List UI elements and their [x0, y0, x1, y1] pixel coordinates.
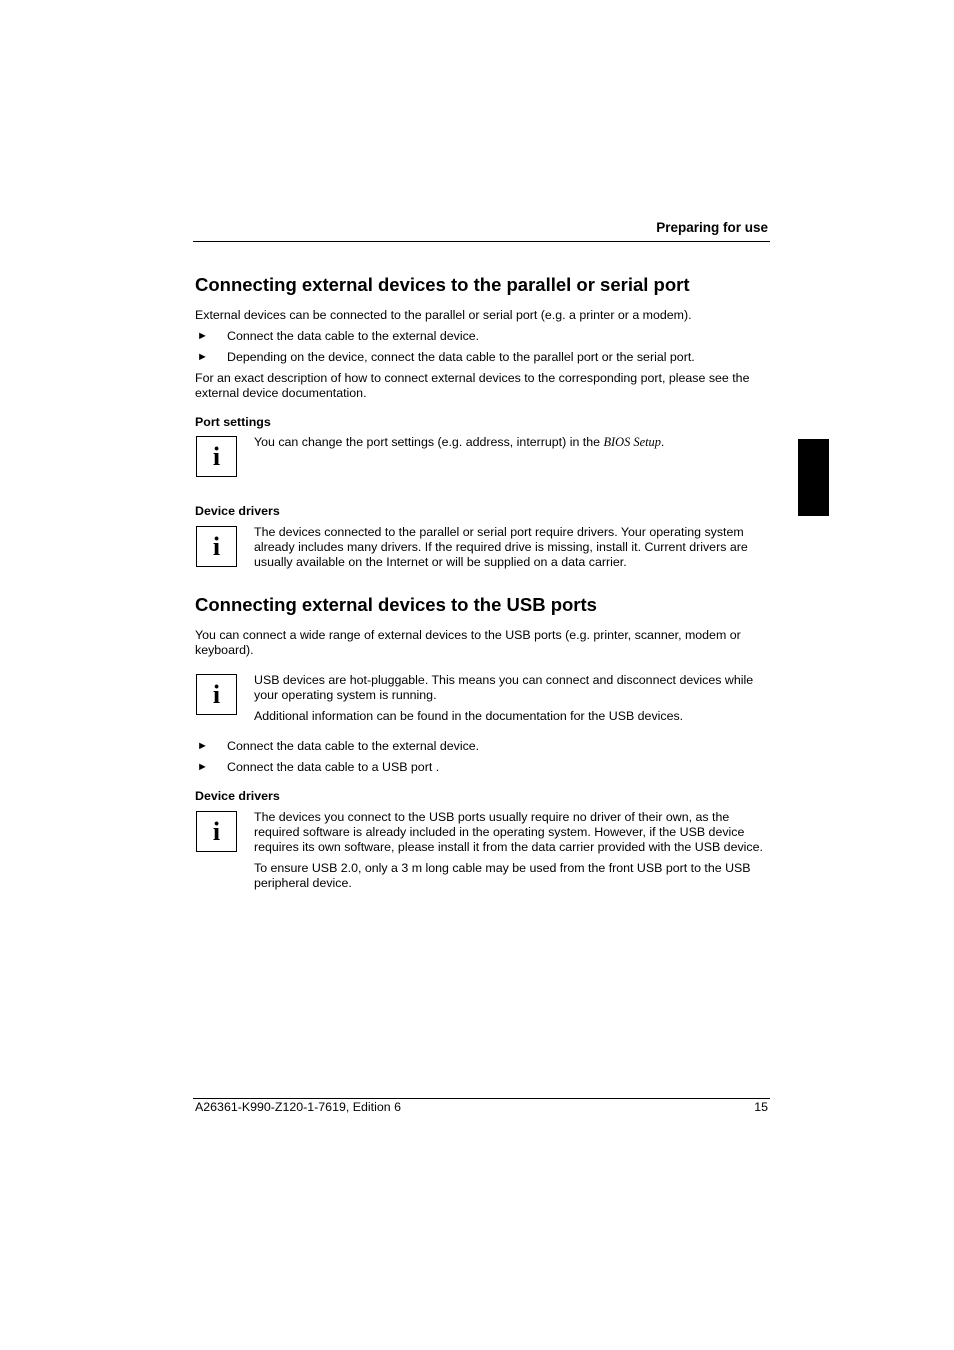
page-number: 15: [754, 1100, 768, 1114]
usb-drivers-text: The devices you connect to the USB ports usually require no driver of their own, as the required software is already included in the operating system. However, if the USB device requires its own software, please install it from the data carrier provided with the USB device.: [254, 810, 763, 854]
document-id: A26361-K990-Z120-1-7619, Edition 6: [195, 1100, 401, 1114]
bullet-arrow-icon: ►: [197, 761, 208, 773]
step-text: Connect the data cable to the external device.: [227, 739, 480, 753]
step-text: Connect the data cable to the external device.: [227, 329, 480, 343]
usb-info-note: [254, 673, 769, 730]
step-text: Depending on the device, connect the data cable to the parallel port or the serial port.: [227, 350, 695, 364]
section1-intro: External devices can be connected to the parallel or serial port (e.g. a printer or a modem).: [195, 308, 692, 322]
running-header: Preparing for use: [656, 220, 768, 235]
port-settings-text: You can change the port settings (e.g. address, interrupt) in the: [254, 435, 604, 449]
bullet-arrow-icon: ►: [197, 740, 208, 752]
step-text: Connect the data cable to a USB port .: [227, 760, 440, 774]
port-settings-note: [254, 435, 769, 456]
section-heading-parallel-serial: Connecting external devices to the parallel or serial port: [195, 274, 690, 295]
section-heading-usb: Connecting external devices to the USB ports: [195, 594, 597, 615]
port-settings-heading: Port settings: [195, 415, 271, 429]
usb-hotplug-text: USB devices are hot-pluggable. This means you can connect and disconnect devices while your operating system is running.: [254, 673, 754, 702]
info-icon: i: [196, 811, 237, 852]
info-icon: i: [196, 526, 237, 567]
info-icon: i: [196, 436, 237, 477]
port-settings-period: .: [660, 435, 665, 449]
usb-cable-text: To ensure USB 2.0, only a 3 m long cable may be used from the front USB port to the USB peripheral device.: [254, 861, 751, 890]
usb-docs-text: Additional information can be found in the documentation for the USB devices.: [254, 709, 684, 723]
bullet-arrow-icon: ►: [197, 351, 208, 363]
chapter-thumb-tab: [798, 439, 829, 516]
header-divider: [193, 241, 770, 242]
section1-note: For an exact description of how to connect external devices to the corresponding port, please see the external device documentation.: [195, 371, 750, 400]
device-drivers-note: [254, 525, 769, 576]
usb-device-drivers-heading: Device drivers: [195, 789, 280, 803]
bios-setup-term: BIOS Setup: [603, 435, 661, 449]
device-drivers-heading: Device drivers: [195, 504, 280, 518]
info-icon: i: [196, 674, 237, 715]
footer-divider: [193, 1098, 770, 1099]
usb-device-drivers-note: [254, 810, 769, 897]
device-drivers-text: The devices connected to the parallel or serial port require drivers. Your operating system already includes many drivers. If the required drive is missing, install it. Current drivers are usually available on the Internet or will be supplied on a data carrier.: [254, 525, 748, 569]
bullet-arrow-icon: ►: [197, 330, 208, 342]
section2-intro: You can connect a wide range of external devices to the USB ports (e.g. printer, scanner, modem or keyboard).: [195, 628, 741, 657]
